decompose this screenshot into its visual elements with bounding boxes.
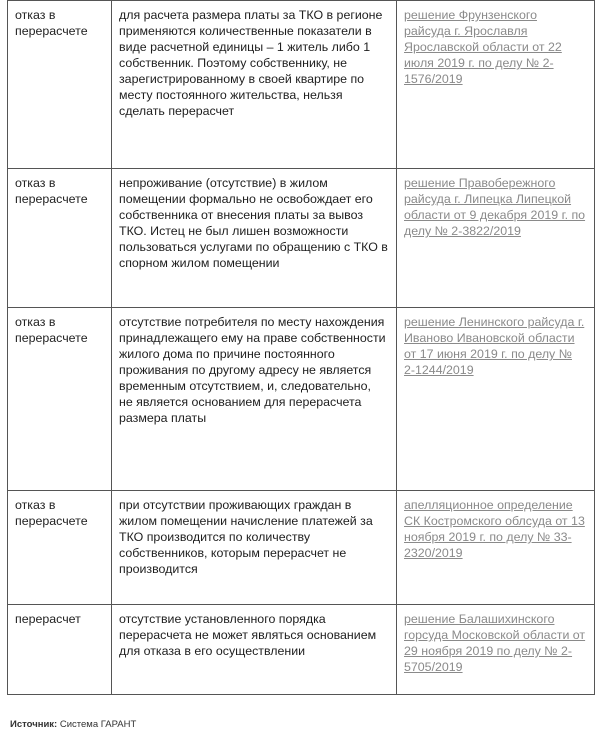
reason-cell: [112, 605, 397, 695]
reason-cell: [112, 169, 397, 308]
outcome-text: отказ в перерасчете: [15, 315, 88, 345]
source-link[interactable]: решение Ленинского райсуда г. Иваново Ивановской области от 17 июня 2019 г. по делу № 2-1244/2019: [404, 315, 585, 377]
table-row: [8, 1, 595, 169]
source-cell: [397, 605, 595, 695]
source-cell: [397, 308, 595, 491]
reason-text: непроживание (отсутствие) в жилом помещении формально не освобождает его собственника от внесения платы за вывоз ТКО. Истец не был лишен возможности пользоваться услугами по обращению с ТКО в спорном жилом помещении: [119, 176, 388, 270]
source-cell: [397, 491, 595, 605]
footer-value: Система ГАРАНТ: [59, 719, 137, 730]
table-row: [8, 308, 595, 491]
reason-cell: [112, 491, 397, 605]
reason-text: отсутствие потребителя по месту нахождения принадлежащего ему на праве собственности жилого дома по причине постоянного проживания по другому адресу не является временным отсутствием, и, следовательно, не является основанием для перерасчета размера платы: [119, 315, 386, 425]
outcome-cell: [8, 491, 112, 605]
source-cell: [397, 169, 595, 308]
source-link[interactable]: апелляционное определение СК Костромского облсуда от 13 ноября 2019 г. по делу № 33-2320/2019: [404, 498, 585, 560]
outcome-cell: [8, 169, 112, 308]
court-cases-table: [7, 0, 595, 695]
table-row: [8, 605, 595, 695]
reason-text: отсутствие установленного порядка перерасчета не может являться основанием для отказа в его осуществлении: [119, 612, 377, 658]
outcome-cell: [8, 308, 112, 491]
footer-label: Источник:: [10, 719, 58, 730]
reason-text: при отсутствии проживающих граждан в жилом помещении начисление платежей за ТКО производится по количеству собственников, которым перерасчет не производится: [119, 498, 373, 576]
reason-cell: [112, 1, 397, 169]
outcome-text: отказ в перерасчете: [15, 8, 88, 38]
table-row: [8, 491, 595, 605]
outcome-text: отказ в перерасчете: [15, 498, 88, 528]
table-row: [8, 169, 595, 308]
source-cell: [397, 1, 595, 169]
reason-cell: [112, 308, 397, 491]
source-footer: [10, 719, 136, 730]
source-link[interactable]: решение Правобережного райсуда г. Липецка Липецкой области от 9 декабря 2019 г. по делу № 2-3822/2019: [404, 176, 586, 238]
source-link[interactable]: решение Балашихинского горсуда Московской области от 29 ноября 2019 по делу № 2-5705/2019: [404, 612, 586, 674]
outcome-text: перерасчет: [15, 612, 81, 626]
outcome-text: отказ в перерасчете: [15, 176, 88, 206]
outcome-cell: [8, 605, 112, 695]
reason-text: для расчета размера платы за ТКО в регионе применяются количественные показатели в виде расчетной единицы – 1 житель либо 1 собственник. Поэтому собственнику, не зарегистрированному в своей квартире по месту постоянного жительства, нельзя сделать перерасчет: [119, 8, 383, 118]
source-link[interactable]: решение Фрунзенского райсуда г. Ярославля Ярославской области от 22 июля 2019 г. по делу № 2-1576/2019: [404, 8, 562, 86]
outcome-cell: [8, 1, 112, 169]
